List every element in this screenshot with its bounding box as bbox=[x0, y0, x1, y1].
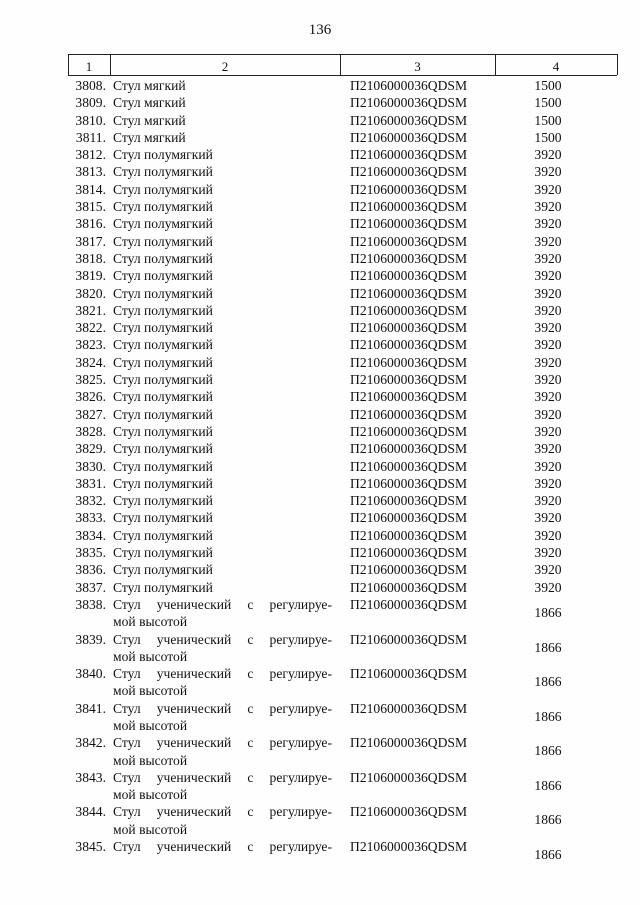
table-row bbox=[0, 181, 640, 198]
item-name bbox=[113, 631, 332, 666]
table-row bbox=[0, 527, 640, 544]
table-row bbox=[0, 734, 640, 769]
item-name bbox=[113, 769, 332, 804]
item-name-line: Стул ученический с регулируе- bbox=[113, 804, 332, 820]
item-quantity: 3920 bbox=[534, 302, 562, 318]
item-name-line: мой высотой bbox=[113, 717, 188, 733]
row-number: 3835. bbox=[75, 545, 106, 561]
item-code: П2106000036QDSM bbox=[350, 804, 468, 820]
column-header-4: 4 bbox=[552, 59, 560, 74]
row-number: 3823. bbox=[75, 337, 106, 353]
item-quantity: 1500 bbox=[534, 95, 562, 111]
row-number: 3815. bbox=[75, 199, 106, 215]
item-quantity: 3920 bbox=[534, 233, 562, 249]
row-number: 3816. bbox=[75, 216, 106, 232]
table-body bbox=[0, 77, 640, 873]
table-row bbox=[0, 215, 640, 232]
item-name: Стул полумягкий bbox=[113, 337, 213, 353]
item-name: Стул полумягкий bbox=[113, 199, 213, 215]
item-quantity: 3920 bbox=[534, 441, 562, 457]
item-code: П2106000036QDSM bbox=[350, 250, 468, 266]
table-row bbox=[0, 509, 640, 526]
item-name: Стул полумягкий bbox=[113, 372, 213, 388]
row-number: 3828. bbox=[75, 423, 106, 439]
column-header-3: 3 bbox=[414, 59, 421, 74]
item-quantity: 3920 bbox=[534, 285, 562, 301]
table-row bbox=[0, 302, 640, 319]
row-number: 3843. bbox=[75, 769, 106, 785]
table-header-bottom-border bbox=[68, 75, 617, 76]
item-code: П2106000036QDSM bbox=[350, 735, 468, 751]
row-number: 3820. bbox=[75, 285, 106, 301]
item-name: Стул полумягкий bbox=[113, 354, 213, 370]
item-code: П2106000036QDSM bbox=[350, 320, 468, 336]
item-quantity: 3920 bbox=[534, 406, 562, 422]
table-row bbox=[0, 631, 640, 666]
item-quantity: 3920 bbox=[534, 337, 562, 353]
item-quantity: 3920 bbox=[534, 493, 562, 509]
item-name-line: мой высотой bbox=[113, 821, 188, 837]
row-number: 3808. bbox=[75, 78, 106, 93]
item-code: П2106000036QDSM bbox=[350, 389, 468, 405]
item-quantity: 3920 bbox=[534, 475, 562, 491]
item-code: П2106000036QDSM bbox=[350, 510, 468, 526]
item-name: Стул полумягкий bbox=[113, 216, 213, 232]
item-code: П2106000036QDSM bbox=[350, 216, 468, 232]
item-quantity: 3920 bbox=[534, 147, 562, 163]
row-number: 3818. bbox=[75, 250, 106, 266]
item-name: Стул полумягкий bbox=[113, 562, 213, 578]
item-name: Стул полумягкий bbox=[113, 164, 213, 180]
item-code: П2106000036QDSM bbox=[350, 302, 468, 318]
row-number: 3817. bbox=[75, 233, 106, 249]
item-name bbox=[113, 665, 332, 700]
item-name: Стул мягкий bbox=[113, 112, 186, 128]
item-quantity: 1500 bbox=[534, 112, 562, 128]
item-name-line: мой высотой bbox=[113, 683, 188, 699]
table-row bbox=[0, 77, 640, 94]
item-name: Стул полумягкий bbox=[113, 233, 213, 249]
table-row bbox=[0, 769, 640, 804]
item-name-line: мой высотой bbox=[113, 648, 188, 664]
item-quantity: 3920 bbox=[534, 216, 562, 232]
row-number: 3821. bbox=[75, 302, 106, 318]
table-row bbox=[0, 440, 640, 457]
item-name-line: мой высотой bbox=[113, 752, 188, 768]
item-name-line: Стул ученический с регулируе- bbox=[113, 769, 332, 785]
item-code: П2106000036QDSM bbox=[350, 78, 468, 93]
column-divider bbox=[617, 54, 618, 75]
item-quantity: 1866 bbox=[534, 847, 562, 863]
row-number: 3830. bbox=[75, 458, 106, 474]
item-name: Стул полумягкий bbox=[113, 441, 213, 457]
item-quantity: 1866 bbox=[534, 743, 562, 759]
item-code: П2106000036QDSM bbox=[350, 562, 468, 578]
item-quantity: 3920 bbox=[534, 164, 562, 180]
item-code: П2106000036QDSM bbox=[350, 285, 468, 301]
item-quantity: 3920 bbox=[534, 320, 562, 336]
table-row bbox=[0, 544, 640, 561]
item-code: П2106000036QDSM bbox=[350, 423, 468, 439]
item-name: Стул полумягкий bbox=[113, 510, 213, 526]
row-number: 3827. bbox=[75, 406, 106, 422]
table-top-border bbox=[68, 54, 617, 55]
row-number: 3826. bbox=[75, 389, 106, 405]
row-number: 3845. bbox=[75, 839, 106, 855]
item-code: П2106000036QDSM bbox=[350, 129, 468, 145]
table-header bbox=[68, 58, 617, 75]
item-code: П2106000036QDSM bbox=[350, 337, 468, 353]
item-code: П2106000036QDSM bbox=[350, 199, 468, 215]
item-quantity: 3920 bbox=[534, 527, 562, 543]
item-code: П2106000036QDSM bbox=[350, 458, 468, 474]
item-name: Стул полумягкий bbox=[113, 458, 213, 474]
item-quantity: 3920 bbox=[534, 458, 562, 474]
item-quantity: 3920 bbox=[534, 268, 562, 284]
column-header-2: 2 bbox=[221, 59, 229, 74]
item-name-line: Стул ученический с регулируе- bbox=[113, 735, 332, 751]
item-code: П2106000036QDSM bbox=[350, 233, 468, 249]
table-row bbox=[0, 388, 640, 405]
item-name: Стул полумягкий bbox=[113, 475, 213, 491]
row-number: 3809. bbox=[75, 95, 106, 111]
item-name: Стул полумягкий bbox=[113, 389, 213, 405]
row-number: 3838. bbox=[75, 596, 106, 612]
table-row bbox=[0, 838, 640, 873]
item-quantity: 1866 bbox=[534, 777, 562, 793]
item-quantity: 3920 bbox=[534, 354, 562, 370]
table-row bbox=[0, 423, 640, 440]
item-code: П2106000036QDSM bbox=[350, 164, 468, 180]
item-code: П2106000036QDSM bbox=[350, 769, 468, 785]
item-name-line: Стул ученический с регулируе- bbox=[113, 839, 332, 855]
row-number: 3813. bbox=[75, 164, 106, 180]
table-row bbox=[0, 198, 640, 215]
item-name: Стул полумягкий bbox=[113, 147, 213, 163]
item-name: Стул полумягкий bbox=[113, 320, 213, 336]
item-code: П2106000036QDSM bbox=[350, 700, 468, 716]
item-name: Стул полумягкий bbox=[113, 493, 213, 509]
table-row bbox=[0, 406, 640, 423]
item-code: П2106000036QDSM bbox=[350, 631, 468, 647]
table-row bbox=[0, 336, 640, 353]
item-name bbox=[113, 734, 332, 769]
row-number: 3814. bbox=[75, 181, 106, 197]
item-quantity: 3920 bbox=[534, 389, 562, 405]
item-name-line: Стул ученический с регулируе- bbox=[113, 596, 332, 612]
table-row bbox=[0, 163, 640, 180]
table-row bbox=[0, 267, 640, 284]
item-code: П2106000036QDSM bbox=[350, 441, 468, 457]
row-number: 3840. bbox=[75, 666, 106, 682]
item-code: П2106000036QDSM bbox=[350, 95, 468, 111]
table-row bbox=[0, 319, 640, 336]
table-row bbox=[0, 129, 640, 146]
item-code: П2106000036QDSM bbox=[350, 112, 468, 128]
item-name: Стул полумягкий bbox=[113, 545, 213, 561]
table-row bbox=[0, 354, 640, 371]
item-name bbox=[113, 596, 332, 631]
row-number: 3839. bbox=[75, 631, 106, 647]
item-quantity: 1866 bbox=[534, 708, 562, 724]
row-number: 3844. bbox=[75, 804, 106, 820]
item-code: П2106000036QDSM bbox=[350, 372, 468, 388]
item-quantity: 3920 bbox=[534, 199, 562, 215]
table-row bbox=[0, 112, 640, 129]
row-number: 3836. bbox=[75, 562, 106, 578]
item-code: П2106000036QDSM bbox=[350, 596, 468, 612]
row-number: 3824. bbox=[75, 354, 106, 370]
row-number: 3831. bbox=[75, 475, 106, 491]
item-name bbox=[113, 803, 332, 838]
page-number: 136 bbox=[308, 22, 332, 38]
item-quantity: 3920 bbox=[534, 181, 562, 197]
item-code: П2106000036QDSM bbox=[350, 527, 468, 543]
item-name: Стул полумягкий bbox=[113, 285, 213, 301]
table-row bbox=[0, 561, 640, 578]
item-quantity: 3920 bbox=[534, 250, 562, 266]
row-number: 3810. bbox=[75, 112, 106, 128]
item-name: Стул полумягкий bbox=[113, 302, 213, 318]
table-row bbox=[0, 492, 640, 509]
item-name-line: Стул ученический с регулируе- bbox=[113, 631, 332, 647]
item-name bbox=[113, 700, 332, 735]
item-name: Стул мягкий bbox=[113, 129, 186, 145]
item-code: П2106000036QDSM bbox=[350, 579, 468, 595]
item-name-line: мой высотой bbox=[113, 787, 188, 803]
table-row bbox=[0, 458, 640, 475]
row-number: 3832. bbox=[75, 493, 106, 509]
row-number: 3812. bbox=[75, 147, 106, 163]
item-name: Стул мягкий bbox=[113, 78, 186, 93]
table-row bbox=[0, 371, 640, 388]
item-code: П2106000036QDSM bbox=[350, 666, 468, 682]
item-name: Стул полумягкий bbox=[113, 406, 213, 422]
item-name: Стул полумягкий bbox=[113, 579, 213, 595]
item-quantity: 3920 bbox=[534, 510, 562, 526]
row-number: 3811. bbox=[75, 129, 106, 145]
table-row bbox=[0, 233, 640, 250]
item-quantity: 1500 bbox=[534, 129, 562, 145]
table-row bbox=[0, 803, 640, 838]
item-quantity: 3920 bbox=[534, 545, 562, 561]
item-code: П2106000036QDSM bbox=[350, 181, 468, 197]
item-code: П2106000036QDSM bbox=[350, 268, 468, 284]
table-row bbox=[0, 146, 640, 163]
item-name-line: мой высотой bbox=[113, 614, 188, 630]
item-quantity: 1866 bbox=[534, 674, 562, 690]
item-quantity: 1866 bbox=[534, 604, 562, 620]
row-number: 3825. bbox=[75, 372, 106, 388]
table-row bbox=[0, 94, 640, 111]
table-row bbox=[0, 579, 640, 596]
row-number: 3837. bbox=[75, 579, 106, 595]
item-quantity: 1866 bbox=[534, 812, 562, 828]
row-number: 3819. bbox=[75, 268, 106, 284]
item-code: П2106000036QDSM bbox=[350, 406, 468, 422]
item-name: Стул полумягкий bbox=[113, 268, 213, 284]
item-quantity: 3920 bbox=[534, 423, 562, 439]
table-row bbox=[0, 475, 640, 492]
row-number: 3822. bbox=[75, 320, 106, 336]
table-row bbox=[0, 596, 640, 631]
table-row bbox=[0, 700, 640, 735]
row-number: 3833. bbox=[75, 510, 106, 526]
item-quantity: 3920 bbox=[534, 372, 562, 388]
item-quantity: 1866 bbox=[534, 639, 562, 655]
item-name: Стул полумягкий bbox=[113, 181, 213, 197]
item-quantity: 3920 bbox=[534, 562, 562, 578]
row-number: 3834. bbox=[75, 527, 106, 543]
item-code: П2106000036QDSM bbox=[350, 839, 468, 855]
item-code: П2106000036QDSM bbox=[350, 147, 468, 163]
column-header-1: 1 bbox=[85, 59, 93, 74]
item-code: П2106000036QDSM bbox=[350, 354, 468, 370]
row-number: 3841. bbox=[75, 700, 106, 716]
table-row bbox=[0, 665, 640, 700]
item-code: П2106000036QDSM bbox=[350, 493, 468, 509]
item-name: Стул мягкий bbox=[113, 95, 186, 111]
item-quantity: 3920 bbox=[534, 579, 562, 595]
item-name: Стул полумягкий bbox=[113, 423, 213, 439]
item-name-line: Стул ученический с регулируе- bbox=[113, 700, 332, 716]
table-row bbox=[0, 250, 640, 267]
item-code: П2106000036QDSM bbox=[350, 545, 468, 561]
row-number: 3829. bbox=[75, 441, 106, 457]
item-name-line: Стул ученический с регулируе- bbox=[113, 666, 332, 682]
item-name: Стул полумягкий bbox=[113, 250, 213, 266]
row-number: 3842. bbox=[75, 735, 106, 751]
item-name bbox=[113, 838, 332, 855]
item-name: Стул полумягкий bbox=[113, 527, 213, 543]
item-quantity: 1500 bbox=[534, 78, 562, 93]
item-code: П2106000036QDSM bbox=[350, 475, 468, 491]
table-row bbox=[0, 285, 640, 302]
